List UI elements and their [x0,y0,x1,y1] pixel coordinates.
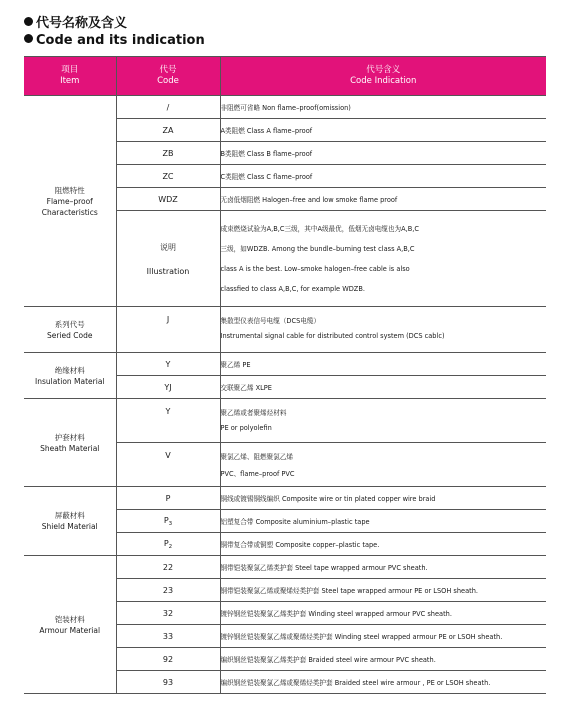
header-indication: 代号含义 Code Indication [220,57,546,96]
code-cell: 92 [116,648,220,671]
group-flame-proof: 阻燃特性 Flame–proof Characteristics [24,96,116,307]
indication-cell: 铜带复合带或铜塑 Composite copper–plastic tape. [220,533,546,556]
bullet-icon [24,34,33,43]
table-row [24,307,546,353]
code-cell: $P_2$ [116,533,220,556]
code-cell: 22 [116,556,220,579]
indication-cell: 镀锌钢丝铠装聚氯乙烯类护套 Winding steel wrapped armour PVC sheath. [220,602,546,625]
code-cell: WDZ [116,188,220,211]
illustration-label: 说明 Illustration [116,211,220,307]
code-cell: Y [116,399,220,443]
table-row [24,353,546,376]
table-row [24,96,546,119]
indication-cell: 聚乙烯或者聚烯烃材料 PE or polyolefin [220,399,546,443]
table-row [24,556,546,579]
group-insulation: 绝缘材料 Insulation Material [24,353,116,399]
table-row [24,487,546,510]
illustration-text: 成束燃烧试验为A,B,C三级，其中A级最优，低烟无卤电缆也为A,B,C 三级，如WDZB. Among the bundle–burning test class A,B,C class A is the best. Low–smoke halogen–free cable is also classfied to class A,B,C, for example WDZB. [220,211,546,307]
title-english: Code and its indication [24,33,205,48]
code-cell: ZC [116,165,220,188]
group-sheath: 护套材料 Sheath Material [24,399,116,487]
indication-cell: 编织钢丝铠装聚氯乙烯类护套 Braided steel wire armour PVC sheath. [220,648,546,671]
indication-cell: 集散型仪表信号电缆（DCS电缆） Instrumental signal cable for distributed control system (DCS cablc) [220,307,546,353]
title-chinese: 代号名称及含义 [24,12,127,31]
indication-cell: C类阻燃 Class C flame–proof [220,165,546,188]
indication-cell: 铜线或镀锡铜线编织 Composite wire or tin plated copper wire braid [220,487,546,510]
indication-cell: B类阻燃 Class B flame–proof [220,142,546,165]
code-cell: 32 [116,602,220,625]
group-series-code: 系列代号 Seried Code [24,307,116,353]
indication-cell: A类阻燃 Class A flame–proof [220,119,546,142]
code-cell: Y [116,353,220,376]
group-shield: 屏蔽材料 Shield Material [24,487,116,556]
code-cell: ZA [116,119,220,142]
code-cell: ZB [116,142,220,165]
code-cell: 23 [116,579,220,602]
indication-cell: 镀锌钢丝铠装聚氯乙烯或聚烯烃类护套 Winding steel wrapped armour PE or LSOH sheath. [220,625,546,648]
indication-cell: 铝塑复合带 Composite aluminium–plastic tape [220,510,546,533]
indication-cell: 聚乙烯 PE [220,353,546,376]
code-cell: P [116,487,220,510]
table-row [24,399,546,443]
code-cell: V [116,443,220,487]
indication-cell: 钢带铠装聚氯乙烯类护套 Steel tape wrapped armour PVC sheath. [220,556,546,579]
table-header-row [24,57,546,96]
indication-cell: 编织钢丝铠装聚氯乙烯或聚烯烃类护套 Braided steel wire armour , PE or LSOH sheath. [220,671,546,694]
code-cell: 33 [116,625,220,648]
indication-cell: 无卤低烟阻燃 Halogen–free and low smoke flame proof [220,188,546,211]
code-table [24,56,546,694]
code-cell: 93 [116,671,220,694]
header-item: 项目 Item [24,57,116,96]
code-cell: / [116,96,220,119]
header-code: 代号 Code [116,57,220,96]
code-cell: YJ [116,376,220,399]
group-armour: 铠装材料 Armour Material [24,556,116,694]
bullet-icon [24,17,33,26]
indication-cell: 聚氯乙烯、阻燃聚氯乙烯 PVC、flame–proof PVC [220,443,546,487]
code-cell: J [116,307,220,353]
indication-cell: 交联聚乙烯 XLPE [220,376,546,399]
indication-cell: 钢带铠装聚氯乙烯或聚烯烃类护套 Steel tape wrapped armour PE or LSOH sheath. [220,579,546,602]
code-cell: $P_3$ [116,510,220,533]
indication-cell: 非阻燃可省略 Non flame–proof(omission) [220,96,546,119]
